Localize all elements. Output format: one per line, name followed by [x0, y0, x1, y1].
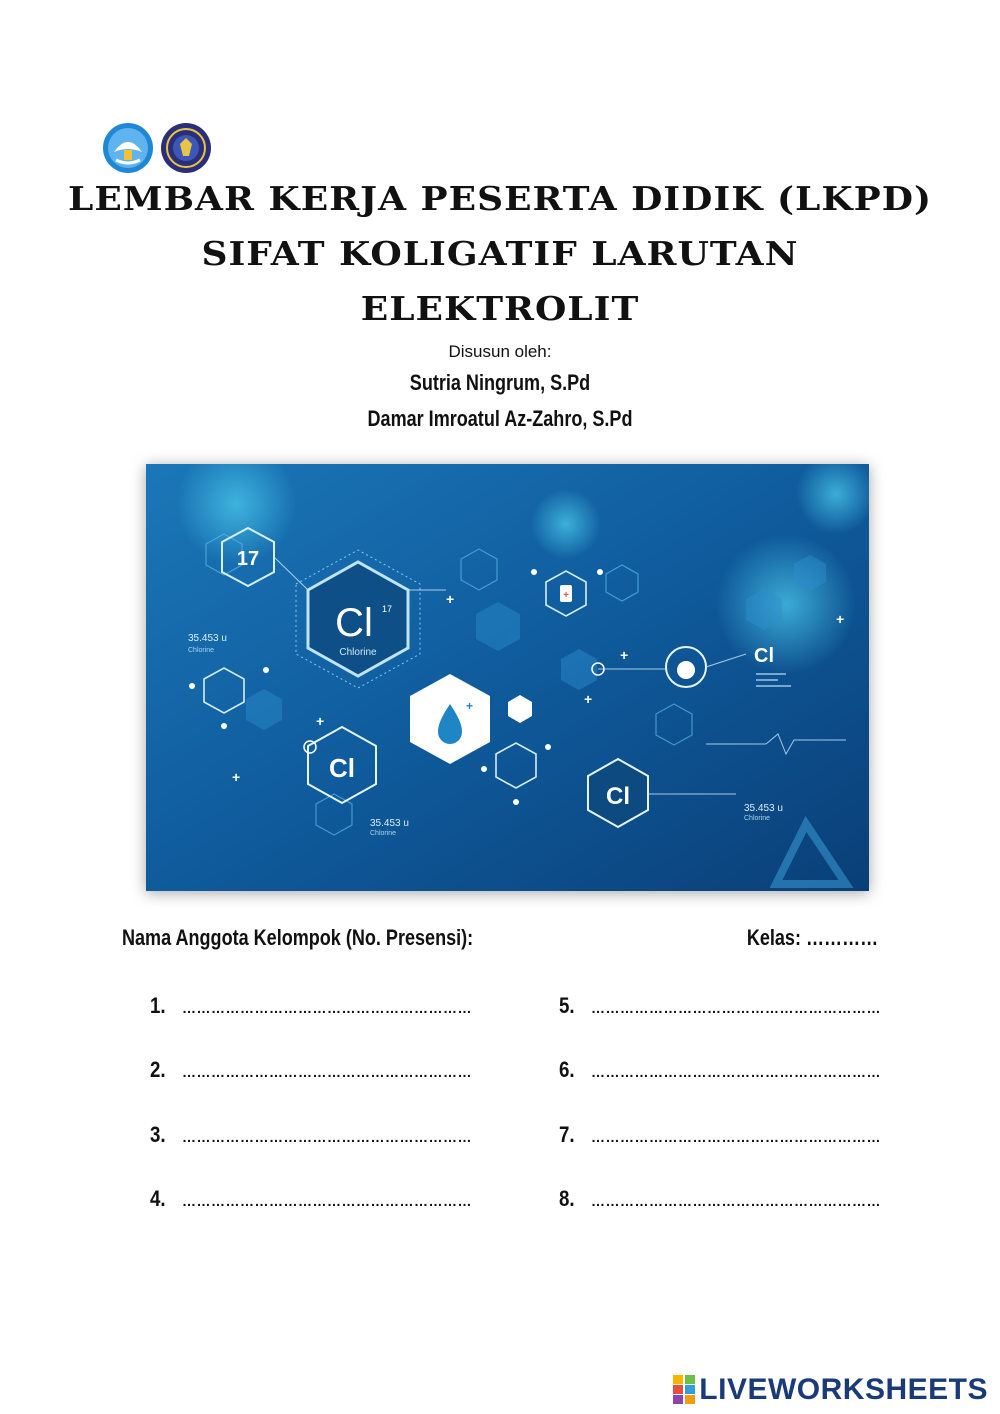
- member-number: 1.: [150, 993, 166, 1018]
- member-number: 8.: [559, 1186, 575, 1211]
- university-logo: [160, 122, 212, 174]
- member-blank: ……………………………………………………: [591, 1193, 881, 1209]
- element-name-label-left: Chlorine: [188, 647, 215, 654]
- member-line-6[interactable]: [559, 1057, 881, 1083]
- member-line-8[interactable]: [559, 1186, 881, 1212]
- title-line-3: ELEKTROLIT: [360, 289, 640, 329]
- element-number-text: 17: [236, 548, 260, 570]
- svg-text:+: +: [466, 699, 474, 713]
- member-number: 7.: [559, 1122, 575, 1147]
- chlorine-symbol: Cl: [335, 601, 373, 645]
- title-line-1: LEMBAR KERJA PESERTA DIDIK (LKPD): [68, 179, 932, 219]
- title-line-2: SIFAT KOLIGATIF LARUTAN: [201, 234, 799, 274]
- svg-text:Cl: Cl: [606, 783, 630, 810]
- svg-text:Chlorine: Chlorine: [370, 830, 397, 837]
- svg-text:+: +: [836, 611, 845, 627]
- liveworksheets-wordmark: LIVEWORKSHEETS: [699, 1373, 988, 1406]
- member-line-7[interactable]: [559, 1122, 881, 1148]
- author-2: Damar Imroatul Az-Zahro, S.Pd: [367, 406, 633, 431]
- tut-wuri-handayani-logo: [102, 122, 154, 174]
- member-line-5[interactable]: [559, 993, 881, 1019]
- member-line-2[interactable]: [150, 1057, 472, 1083]
- group-members-label: Nama Anggota Kelompok (No. Presensi):: [122, 925, 474, 950]
- chlorine-name: Chlorine: [339, 647, 377, 658]
- svg-text:+: +: [563, 590, 569, 601]
- chlorine-number-small: 17: [382, 604, 393, 614]
- chlorine-hero-image: [146, 464, 869, 891]
- svg-text:35.453 u: 35.453 u: [370, 818, 409, 829]
- svg-text:+: +: [232, 769, 241, 785]
- svg-text:35.453 u: 35.453 u: [744, 803, 783, 814]
- svg-text:Cl: Cl: [329, 753, 355, 783]
- member-blank: ……………………………………………………: [182, 1193, 472, 1209]
- class-label: Kelas: …………: [746, 925, 878, 950]
- author-1: Sutria Ningrum, S.Pd: [409, 370, 591, 395]
- member-blank: ……………………………………………………: [182, 1064, 472, 1080]
- institution-logos: [102, 122, 212, 174]
- liveworksheets-brand[interactable]: [673, 1373, 988, 1407]
- member-number: 5.: [559, 993, 575, 1018]
- liveworksheets-logo-icon: [673, 1375, 695, 1405]
- member-number: 3.: [150, 1122, 166, 1147]
- member-number: 6.: [559, 1057, 575, 1082]
- svg-text:+: +: [446, 591, 455, 607]
- member-line-1[interactable]: [150, 993, 472, 1019]
- svg-text:Chlorine: Chlorine: [744, 815, 771, 822]
- chlorine-symbol-right: Cl: [754, 645, 774, 667]
- member-line-4[interactable]: [150, 1186, 472, 1212]
- member-blank: ……………………………………………………: [591, 1064, 881, 1080]
- compiled-by-label: Disusun oleh:: [448, 342, 552, 361]
- member-line-3[interactable]: [150, 1122, 472, 1148]
- svg-text:+: +: [316, 713, 325, 729]
- svg-text:+: +: [620, 647, 629, 663]
- member-blank: ……………………………………………………: [591, 1000, 881, 1016]
- member-number: 2.: [150, 1057, 166, 1082]
- atomic-mass-label-left: 35.453 u: [188, 633, 227, 644]
- member-blank: ……………………………………………………: [182, 1000, 472, 1016]
- member-number: 4.: [150, 1186, 166, 1211]
- member-blank: ……………………………………………………: [591, 1129, 881, 1145]
- svg-text:+: +: [584, 691, 593, 707]
- member-blank: ……………………………………………………: [182, 1129, 472, 1145]
